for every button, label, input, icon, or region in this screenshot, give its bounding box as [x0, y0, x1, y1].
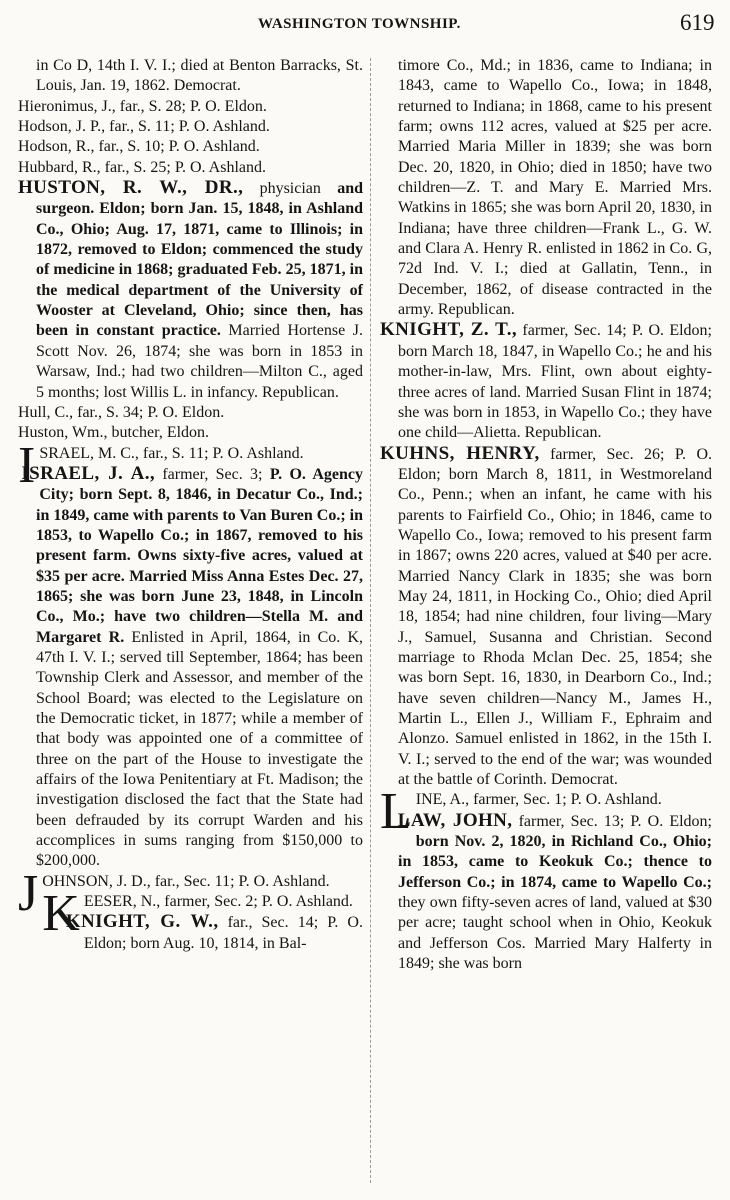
entry-text: farmer, Sec. 14; P. O. Eldon; born March 18, 1847, in Wapello Co.; he and his mother-in-law, Mrs. Flint, own about eighty-three acres of land. Married Susan Flint in 1874; she was born in 1853, in Wapello Co.; they have one child—Alietta. Republican.: [398, 322, 712, 442]
entry-text: farmer, Sec. 3;: [155, 465, 263, 483]
person-name: KNIGHT, Z. T.,: [380, 319, 518, 341]
person-name: LAW, JOHN,: [397, 809, 513, 831]
drop-cap-letter: L: [380, 783, 412, 841]
entry-text: OHNSON, J. D., far., Sec. 11; P. O. Ashland.: [42, 872, 330, 890]
drop-cap-letter: K: [42, 885, 80, 943]
page-header: [0, 10, 730, 40]
entry-text: EESER, N., farmer, Sec. 2; P. O. Ashland.: [83, 893, 353, 911]
person-name: KNIGHT, G. W.,: [65, 911, 219, 933]
biography-entry: [18, 178, 363, 403]
entry-text-bold: and surgeon. Eldon; born Jan. 15, 1848, in Ashland Co., Ohio; Aug. 17, 1871, came to Illinois; in 1872, removed to Eldon; commenced the study of medicine in 1868; graduated Feb. 25, 1871, in the medical department of the University of Wooster at Cleveland, Ohio; since then, has been in constant practice.: [36, 180, 364, 340]
drop-cap-letter: J: [18, 864, 39, 922]
directory-entry: Hodson, J. P., far., S. 11; P. O. Ashland.: [18, 118, 270, 136]
biography-entry: [380, 811, 712, 975]
entry-text: SRAEL, M. C., far., S. 11; P. O. Ashland.: [39, 444, 304, 462]
biography-entry: [380, 444, 712, 791]
entry-text-bold: P. O. Agency City; born Sept. 8, 1846, in Decatur Co., Ind.; in 1849, came with parents to Van Buren Co.; in 1853, to Wapello Co.; in 1867, removed to his present farm. Owns sixty-five acres, valued at $35 per acre. Married Miss Anna Estes Dec. 27, 1865; she was born June 23, 1848, in Lincoln Co., Mo.; have two children—Stella M. and Margaret R.: [36, 465, 363, 646]
running-title: WASHINGTON TOWNSHIP.: [258, 16, 461, 32]
person-name: HUSTON, R. W., DR.,: [18, 177, 244, 199]
entry-text: physician: [243, 180, 321, 198]
drop-cap-letter: I: [18, 436, 36, 494]
directory-entry: Huston, Wm., butcher, Eldon.: [18, 424, 210, 442]
biography-entry: [18, 464, 363, 872]
entry-text: INE, A., farmer, Sec. 1; P. O. Ashland.: [415, 791, 662, 809]
directory-entry: Hodson, R., far., S. 10; P. O. Ashland.: [18, 138, 260, 156]
entry-text-bold: born Nov. 2, 1820, in Richland Co., Ohio; in 1853, came to Keokuk Co.; thence to Jefferson Co.; in 1874, came to Wapello Co.;: [398, 833, 712, 891]
entry-continuation: in Co D, 14th I. V. I.; died at Benton Barracks, St. Louis, Jan. 19, 1862. Democrat.: [36, 57, 363, 95]
directory-entry: Hubbard, R., far., S. 25; P. O. Ashland.: [18, 158, 266, 176]
directory-entry: Hieronimus, J., far., S. 28; P. O. Eldon.: [18, 97, 267, 115]
entry-continuation: timore Co., Md.; in 1836, came to Indiana; in 1843, came to Wapello Co., Iowa; in 1848, returned to Indiana; in 1868, came to his present farm; owns 112 acres, valued at $25 per acre. Married Maria Miller in 1839; she was born Dec. 20, 1820, in Ohio; died in 1850; have two children—Z. T. and Mary E. Married Mrs. Watkins in 1865; she was born April 20, 1830, in Indiana; have three children—Frank L., G. W. and Clara A. Henry R. enlisted in 1862 in Co. G, 72d Ind. V. I.; died at Gallatin, Tenn., in December, 1862, of disease contracted in the army. Republican.: [398, 57, 712, 319]
entry-text: farmer, Sec. 26; P. O. Eldon; born March 8, 1811, in Westmoreland Co., Penn.; when an infant, he came with his parents to Fairfield Co., Ohio; in 1846, came to Wapello Co., Iowa; removed to his present farm in 1867; owns 220 acres, valued at $40 per acre. Married Nancy Clark in 1835; she was born May 24, 1811, in Hocking Co., Ohio; died April 18, 1854; had nine children, four living—Mary J., Samuel, Susanna and Christian. Second marriage to Rhoda Mclan Dec. 25, 1854; she was born Sept. 16, 1830, in Dearborn Co., Ind.; have seven children—Nancy M., James H., Martin L., Ellen J., William F., Ephraim and Alonzo. Samuel enlisted in 1862, in the 15th I. V. I.; served to the end of the war; was wounded at the battle of Corinth. Democrat.: [398, 445, 712, 789]
person-name: ISRAEL, J. A.,: [21, 462, 155, 484]
entry-text: farmer, Sec. 13; P. O. Eldon;: [512, 812, 712, 830]
entry-text: Enlisted in April, 1864, in Co. K, 47th I. V. I.; served till September, 1864; has been Township Clerk and Assessor, and member of the School Board; was elected to the Legislature on the Democratic ticket, in 1877; while a member of that body was appointed one of a committee of three on the part of the House to investigate the affairs of the Iowa Penitentiary at Ft. Madison; the investigation disclosed the fact that the State had been defrauded by its corrupt Warden and his accomplices in sums ranging from $150,000 to $200,000.: [36, 628, 364, 870]
right-column: [380, 56, 712, 974]
directory-entry: Hull, C., far., S. 34; P. O. Eldon.: [18, 403, 225, 421]
entry-text: Married Hortense J. Scott Nov. 26, 1874; she was born in 1853 in Warsaw, Ind.; had two children—Milton C., aged 5 months; lost Willis L. in infancy. Republican.: [36, 322, 363, 401]
entry-text: they own fifty-seven acres of land, valued at $30 per acre; taught school when in Ohio, Keokuk and Jefferson Cos. Married Mary Halferty in 1849; she was born: [398, 894, 712, 973]
person-name: KUHNS, HENRY,: [380, 442, 540, 464]
left-column: [18, 56, 363, 954]
entry-text: far., Sec. 14; P. O. Eldon; born Aug. 10, 1814, in Bal-: [83, 914, 363, 952]
page-number: 619: [680, 10, 715, 35]
column-divider: [370, 58, 371, 1183]
biography-entry: [18, 912, 363, 954]
biography-entry: [380, 320, 712, 443]
